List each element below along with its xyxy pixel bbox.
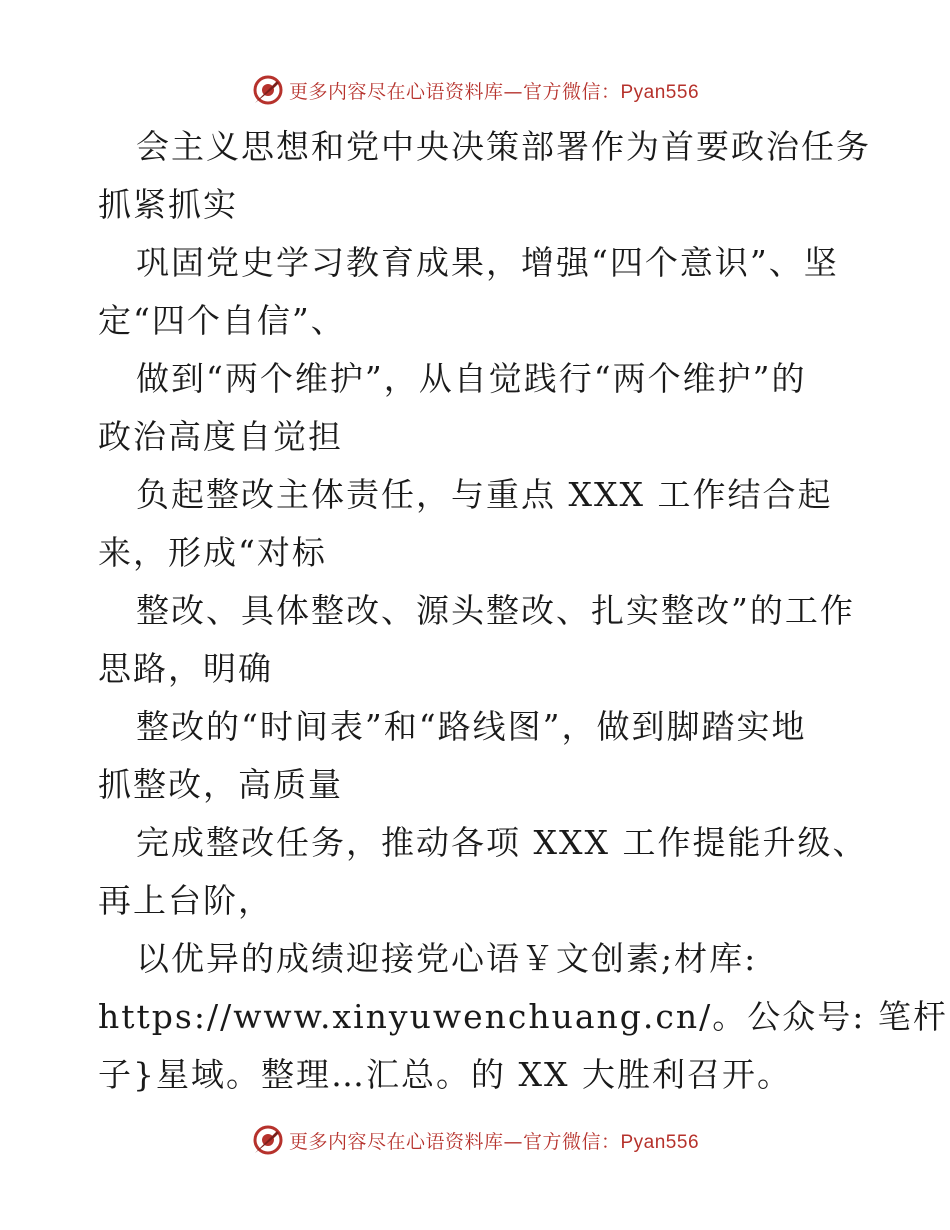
footer-watermark-banner (0, 1120, 950, 1160)
paragraph-line: 定“四个自信”、 (98, 301, 346, 340)
paragraph-line: 以优异的成绩迎接党心语￥文创素;材库: (136, 939, 758, 978)
paragraph-line: 思路，明确 (98, 649, 273, 688)
paragraph-line: 整改的“时间表”和“路线图”，做到脚踏实地 (136, 707, 807, 746)
paragraph-line: https://www.xinyuwenchuang.cn/。公众号: 笔杆 (98, 997, 948, 1036)
paragraph-line: 做到“两个维护”，从自觉践行“两个维护”的 (136, 359, 807, 398)
paragraph-line: 再上台阶， (98, 881, 273, 920)
paragraph-line: 子}星域。整理…汇总。的 XX 大胜利召开。 (98, 1055, 792, 1094)
document-body (98, 118, 948, 1104)
paragraph-line: 抓紧抓实 (98, 185, 238, 224)
header-watermark-banner (0, 70, 950, 110)
quill-logo-icon (251, 1123, 285, 1157)
paragraph-line: 来，形成“对标 (98, 533, 327, 572)
paragraph-line: 完成整改任务，推动各项 XXX 工作提能升级、 (136, 823, 868, 862)
paragraph-line: 会主义思想和党中央决策部署作为首要政治任务 (136, 127, 871, 166)
header-watermark-text: 更多内容尽在心语资料库—官方微信：Pyan556 (288, 80, 700, 103)
paragraph-line: 整改、具体整改、源头整改、扎实整改”的工作 (136, 591, 855, 630)
paragraph-line: 巩固党史学习教育成果，增强“四个意识”、坚 (136, 243, 839, 282)
paragraph-line: 政治高度自觉担 (98, 417, 343, 456)
paragraph-line: 抓整改，高质量 (98, 765, 343, 804)
footer-watermark-text: 更多内容尽在心语资料库—官方微信：Pyan556 (288, 1130, 700, 1153)
paragraph-line: 负起整改主体责任，与重点 XXX 工作结合起 (136, 475, 833, 514)
quill-logo-icon (251, 73, 285, 107)
